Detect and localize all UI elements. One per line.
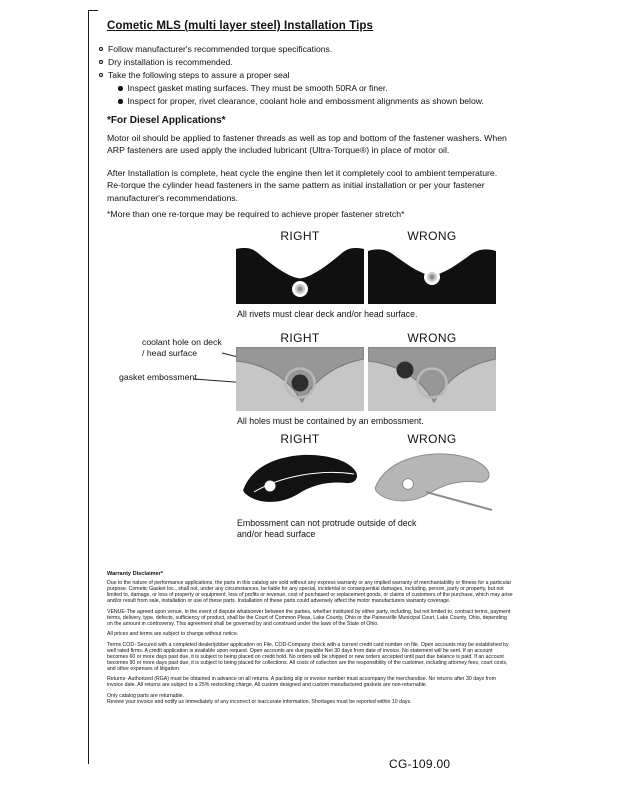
bullet-icon [99, 60, 103, 64]
row3-caption: Embossment can not protrude outside of deck and/or head surface [237, 518, 417, 539]
row1-right-label: RIGHT [280, 229, 320, 243]
embossment-protrusion-wrong-image [368, 448, 496, 514]
bullet-text: Follow manufacturer's recommended torque specifications. [108, 44, 333, 54]
returns-paragraph: Returns- Authorized (RGA) must be obtained in advance on all returns. A packing slip or invoice number must accompany the merchandise. No returns after 30 days from invoice date. All returns are subject to a 25% restocking charge. All custom designed and custom manufactured gaskets are non-returnable. [107, 676, 496, 688]
rivet-clearance-wrong-image [368, 246, 496, 304]
coolant-hole-label: coolant hole on deck / head surface [142, 337, 222, 358]
row2-right-label: RIGHT [280, 331, 320, 345]
left-rule-line [88, 10, 89, 764]
row1-caption: All rivets must clear deck and/or head surface. [237, 309, 418, 319]
review-note: Review your invoice and notify us immediately of any incorrect or inaccurate information. Shortages must be reported within 10 days. [107, 698, 412, 705]
embossment-containment-wrong-image [368, 347, 496, 411]
diesel-applications-heading: *For Diesel Applications* [107, 115, 226, 126]
diesel-paragraph-2: After Installation is complete, heat cycle the engine then let it completely cool to ambient temperature. Re-torque the cylinder head fasteners in the same pattern as initial installation or per your fastener manufacturer's recommendations. [107, 168, 498, 203]
page-code: CG-109.00 [389, 757, 451, 771]
embossment-protrusion-right-image [236, 448, 364, 514]
gasket-embossment-label: gasket embossment [119, 372, 197, 382]
bullet-icon [99, 47, 103, 51]
list-item [99, 56, 529, 69]
warranty-heading: Warranty Disclaimer* [107, 571, 164, 577]
warranty-disclaimer-section [107, 571, 513, 709]
prices-paragraph: All prices and terms are subject to change without notice. [107, 631, 239, 637]
bullet-text: Take the following steps to assure a proper seal [108, 70, 290, 80]
returnable-note: Only catalog parts are returnable. [107, 692, 184, 699]
venue-paragraph: VENUE-The agreed upon venue, in the event of dispute whatsoever between the parties, whether instituted by either party, including, but not limited to, contract terms, payment terms, delivery, type, defects, sufficiency of product, shall be the Court of Common Pleas, Lake County, Ohio or the Painesville Municipal Court, Lake County, Ohio, depending on the amount in controversy. This agreement shall be governed by and construed under the laws of the State of Ohio. [107, 608, 511, 627]
row2-wrong-label: WRONG [407, 331, 457, 345]
row2-caption: All holes must be contained by an embossment. [237, 416, 424, 426]
warranty-paragraph: Due to the nature of performance applications, the parts in this catalog are sold without any express warranty or any implied warranty of merchantability or fitness for a particular purpose. Cometic Gasket Inc., shall not, under any circumstances, be liable for any special, incidental or consequential damages, including, person, party or property, but not limited to, damage, or loss of property or equipment, loss of profits or revenue, cost of purchased or replacement goods, or claims of customers of the purchase, which may arise and/or result from sale, installation or use of these parts. Installation of these parts could adversely affect the motor manufacturers warranty coverage. [107, 580, 513, 604]
bullet-text: Dry installation is recommended. [108, 57, 233, 67]
rivet-clearance-right-image [236, 246, 364, 304]
top-tick-line [88, 10, 98, 11]
list-item [99, 69, 529, 82]
list-item [118, 95, 529, 108]
bullet-icon [118, 86, 123, 91]
bullet-icon [118, 99, 123, 104]
row3-wrong-label: WRONG [407, 432, 457, 446]
list-item [99, 43, 529, 56]
embossment-containment-right-image [236, 347, 364, 411]
diesel-paragraph-1: Motor oil should be applied to fastener threads as well as top and bottom of the fastener washers. When ARP fasteners are used apply the included lubricant (Ultra-Torque®) in place of motor oil. [107, 133, 507, 156]
page-title: Cometic MLS (multi layer steel) Installation Tips [107, 20, 374, 32]
installation-tips-list [99, 43, 529, 108]
terms-cod-paragraph: Terms COD- Secured with a completed dealer/jobber application on File, COD-Company check with a current credit card number on file. Open accounts may be established by well rated firms. A credit application is available upon request. Open accounts are due payable Net 30 days from date of invoice. No statement will be sent. If an account becomes 60 or more days past due, it is subject to being placed on credit hold. No orders will be shipped or new orders accepted until past due balance is paid. If an account becomes 90 or more days past due, it is subject to being placed for collections. All costs of collection are the responsibility of the customer, including attorney fees, court costs, and other expenses of litigation. [107, 641, 509, 672]
list-item [118, 82, 529, 95]
bullet-icon [99, 73, 103, 77]
row1-wrong-label: WRONG [407, 229, 457, 243]
row3-right-label: RIGHT [280, 432, 320, 446]
bullet-text: Inspect for proper, rivet clearance, coolant hole and embossment alignments as shown below. [127, 96, 484, 106]
retorque-note: *More than one re-torque may be required to achieve proper fastener stretch* [107, 209, 405, 219]
bullet-text: Inspect gasket mating surfaces. They must be smooth 50RA or finer. [127, 83, 388, 93]
